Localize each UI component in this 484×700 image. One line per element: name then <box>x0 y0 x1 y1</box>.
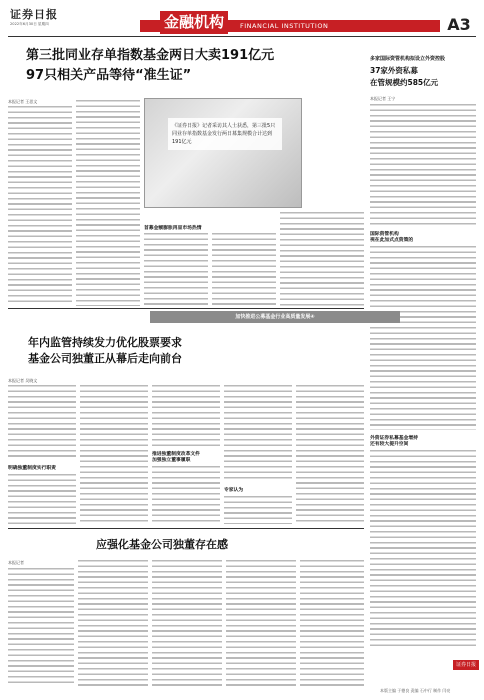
lead-column-5 <box>280 212 364 306</box>
sidebar-subhead-4: 还有较大提升空间 <box>370 442 409 447</box>
second-column-3b <box>152 466 220 524</box>
second-column-3a <box>152 385 220 447</box>
second-headline-1: 年内监管持续发力优化股票要求 <box>28 336 182 349</box>
third-column-1 <box>8 568 74 686</box>
page-number: A3 <box>447 15 471 34</box>
lead-column-1 <box>8 106 72 306</box>
lead-subhead-1: 首募金额膨胀再显市场热情 <box>144 226 202 231</box>
second-subhead-2: 推进独董制度改革文件 <box>152 452 200 457</box>
second-subhead-1: 明确独董制度实行职责 <box>8 466 56 471</box>
newspaper-logo: 证券日报 <box>10 8 58 21</box>
lead-photo <box>144 98 302 208</box>
third-column-2 <box>78 560 148 686</box>
sidebar-column-2 <box>370 246 476 430</box>
third-headline: 应强化基金公司独董存在感 <box>96 538 228 551</box>
third-column-5 <box>300 560 364 686</box>
third-column-4 <box>226 560 296 686</box>
lead-column-3 <box>144 233 208 306</box>
sidebar-headline-1: 多家国际资管机构拟设立外资控股 <box>370 56 446 62</box>
section-subtitle: FINANCIAL INSTITUTION <box>240 22 329 30</box>
header-rule <box>8 36 476 37</box>
lead-byline: 本报记者 王思文 <box>8 99 38 104</box>
second-column-5 <box>296 385 364 524</box>
lead-column-2 <box>76 100 140 306</box>
second-column-2 <box>80 385 148 524</box>
second-column-1b <box>8 474 76 524</box>
second-subhead-3: 专家认为 <box>224 488 244 493</box>
lead-column-4 <box>212 233 276 306</box>
sidebar-headline-2: 37家外资私募 <box>370 66 418 75</box>
second-column-4b <box>224 496 292 524</box>
second-column-1a <box>8 385 76 460</box>
third-column-3 <box>152 560 222 686</box>
sidebar-subhead-3: 外资证券私募基金增持 <box>370 436 418 441</box>
third-rule <box>8 528 364 529</box>
sidebar-byline: 本报记者 王宁 <box>370 96 396 101</box>
footer-badge: 证券日报 <box>453 660 479 670</box>
lead-headline-2: 97只相关产品等待“准生证” <box>26 68 192 83</box>
series-banner: 加快推进公募基金行业高质量发展④ <box>150 311 400 323</box>
masthead <box>0 0 484 34</box>
section-title: 金融机构 <box>160 11 228 34</box>
second-byline: 本报记者 吴晓文 <box>8 378 38 383</box>
issue-date: 2022年6月30日 星期四 <box>10 22 49 26</box>
sidebar-subhead-2: 视在此加式点资策的 <box>370 238 414 243</box>
second-column-4a <box>224 385 292 480</box>
second-subhead-4: 加强独立董事履职 <box>152 458 191 463</box>
third-byline: 本报记者 <box>8 560 24 565</box>
lead-headline-1: 第三批同业存单指数基金两日大卖191亿元 <box>26 48 275 63</box>
sidebar-column-1 <box>370 104 476 228</box>
footer-credit: 本版主编 于德良 责编 石中行 制作 闫亮 <box>380 688 451 693</box>
section-rule <box>8 308 364 309</box>
sidebar-headline-3: 在管规模约585亿元 <box>370 78 439 87</box>
sidebar-column-3 <box>370 450 476 650</box>
second-headline-2: 基金公司独董正从幕后走向前台 <box>28 352 182 365</box>
sidebar-subhead-1: 国际资管机构 <box>370 232 399 237</box>
photo-caption: 《证券日报》记者采访其人士获悉，第三批5只同业存单指数基金发行两日募集规模合计达到191亿元 <box>168 118 282 150</box>
